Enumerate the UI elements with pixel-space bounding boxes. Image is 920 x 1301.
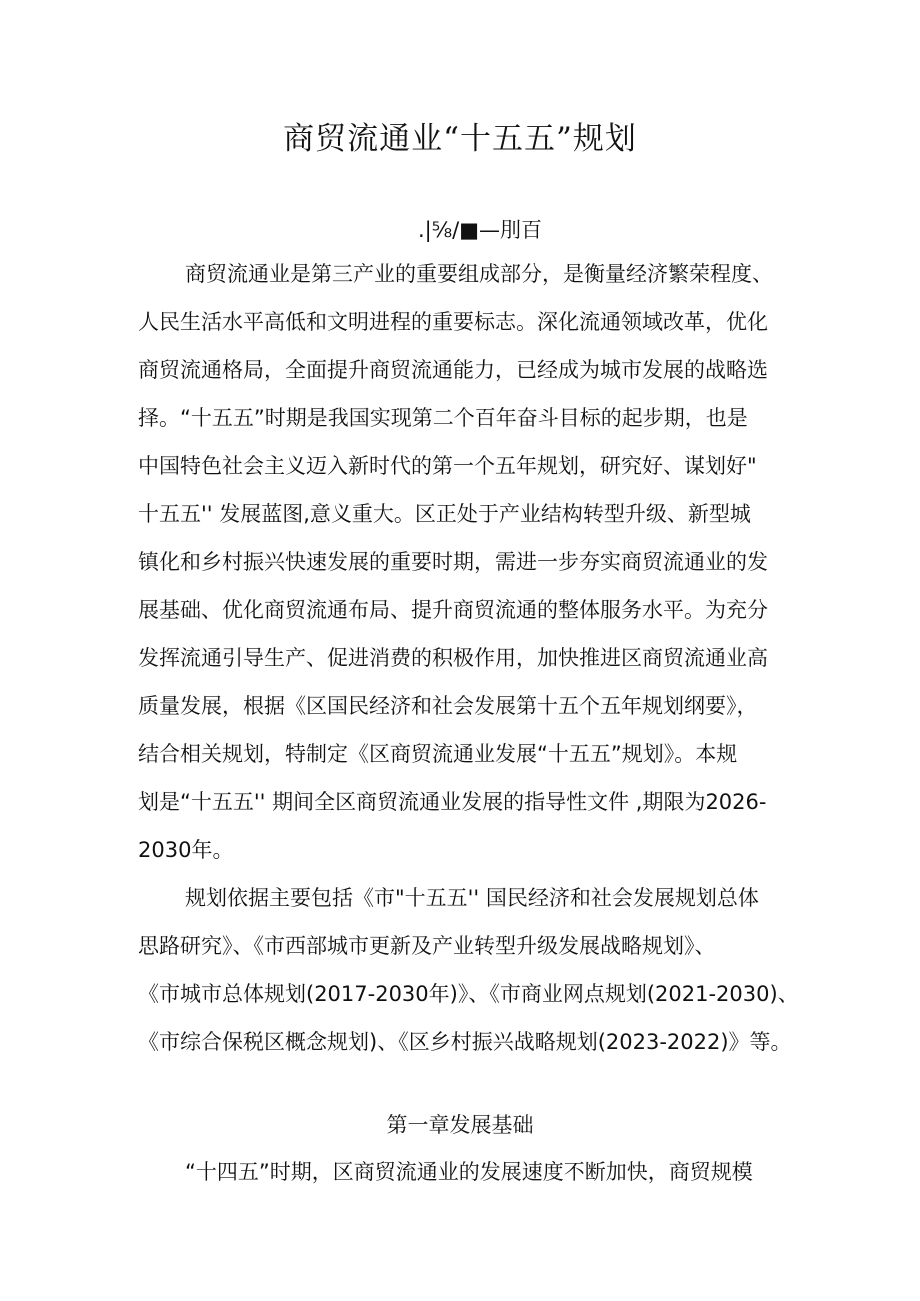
- paragraph-1-line: 十五五'' 发展蓝图,意义重大。区正处于产业结构转型升级、新型城: [138, 502, 751, 526]
- paragraph-1-line: 中国特色社会主义迈入新时代的第一个五年规划，研究好、谋划好": [138, 454, 757, 478]
- paragraph-1-line: 结合相关规划，特制定《区商贸流通业发展“十五五”规划》。本规: [138, 742, 738, 766]
- paragraph-3-line: “十四五”时期，区商贸流通业的发展速度不断加快，商贸规模: [185, 1160, 753, 1184]
- paragraph-1-line: 质量发展，根据《区国民经济和社会发展第十五个五年规划纲要》，: [138, 694, 758, 718]
- paragraph-2-line: 《市城市总体规划(2017-2030年)》、《市商业网点规划(2021-2030)、: [138, 982, 799, 1006]
- document-title: 商贸流通业“十五五”规划: [283, 121, 637, 157]
- paragraph-1-line: 商贸流通业是第三产业的重要组成部分，是衡量经济繁荣程度、: [185, 262, 773, 286]
- chapter-title: 第一章发展基础: [386, 1113, 534, 1137]
- paragraph-1-line: 人民生活水平高低和文明进程的重要标志。深化流通领域改革，优化: [138, 310, 768, 334]
- paragraph-2-line: 规划依据主要包括《市"十五五'' 国民经济和社会发展规划总体: [185, 886, 759, 910]
- paragraph-2-line: 《市综合保税区概念规划)、《区乡村振兴战略规划(2023-2022)》等。: [138, 1030, 792, 1054]
- paragraph-1-line: 发挥流通引导生产、促进消费的积极作用，加快推进区商贸流通业高: [138, 646, 768, 670]
- paragraph-1-line: 镇化和乡村振兴快速发展的重要时期，需进一步夯实商贸流通业的发: [138, 550, 768, 574]
- paragraph-2-line: 思路研究》、《市西部城市更新及产业转型升级发展战略规划》、: [138, 934, 716, 958]
- preface-heading: .|⅝/■—刖百: [417, 218, 543, 242]
- paragraph-1-line: 划是“十五五'' 期间全区商贸流通业发展的指导性文件 ,期限为2026-: [138, 790, 767, 814]
- paragraph-1-line: 择。“十五五”时期是我国实现第二个百年奋斗目标的起步期，也是: [138, 406, 748, 430]
- paragraph-1-line: 2030年。: [138, 838, 234, 862]
- paragraph-1-line: 展基础、优化商贸流通布局、提升商贸流通的整体服务水平。为充分: [138, 598, 768, 622]
- paragraph-1-line: 商贸流通格局，全面提升商贸流通能力，已经成为城市发展的战略选: [138, 358, 768, 382]
